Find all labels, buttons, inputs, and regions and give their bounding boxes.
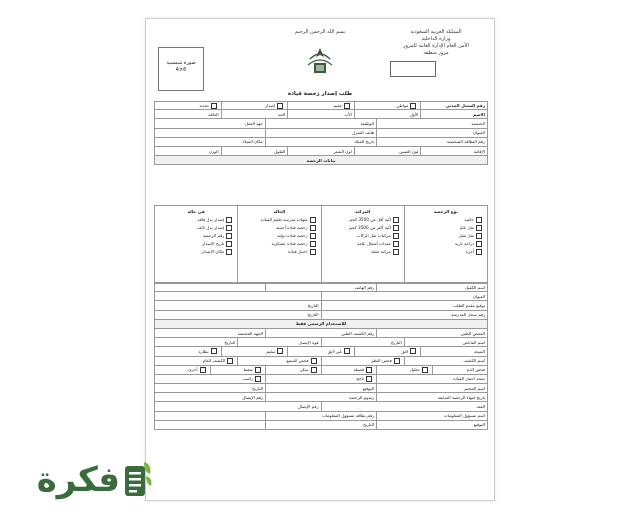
- form-field[interactable]: [265, 129, 376, 137]
- form-row: [154, 366, 488, 375]
- form-field[interactable]: [265, 119, 376, 127]
- field-label: اسم الكشف: [463, 358, 485, 364]
- checkbox-field[interactable]: [354, 347, 421, 355]
- checkbox[interactable]: [310, 217, 316, 223]
- form-field[interactable]: [321, 301, 488, 309]
- checkbox-field[interactable]: [287, 102, 354, 109]
- checkbox[interactable]: [393, 241, 399, 247]
- form-field[interactable]: [376, 284, 487, 291]
- checkbox[interactable]: [255, 367, 261, 373]
- fikra-logo: [0, 452, 160, 512]
- checkbox[interactable]: [476, 241, 482, 247]
- field-label: أخرى: [188, 367, 198, 373]
- license-option[interactable]: [325, 224, 401, 232]
- checkbox[interactable]: [366, 376, 372, 382]
- checkbox[interactable]: [200, 367, 206, 373]
- option-label: إصدار بدل تالف: [197, 225, 225, 230]
- field-label: الفئة: [476, 404, 485, 410]
- form-field[interactable]: [155, 421, 265, 429]
- license-option[interactable]: [241, 240, 317, 248]
- field-label: مقيم: [333, 103, 342, 109]
- checkbox-field[interactable]: [155, 102, 221, 109]
- form-field[interactable]: [287, 147, 354, 155]
- form-field[interactable]: [265, 393, 376, 401]
- form-field[interactable]: [265, 329, 376, 337]
- photo-box-line: صورة شمسية: [166, 60, 196, 66]
- field-label: سكر: [300, 367, 309, 373]
- form-field[interactable]: [155, 129, 265, 137]
- form-field[interactable]: [155, 301, 321, 309]
- form-field[interactable]: [265, 421, 376, 429]
- form-title: طلب إصدار رخصة قيادة: [287, 91, 353, 97]
- form-row: [154, 357, 488, 366]
- form-row: [154, 156, 488, 165]
- license-option[interactable]: [325, 232, 401, 240]
- form-row: [154, 393, 488, 402]
- checkbox[interactable]: [394, 358, 400, 364]
- field-label: الفحص الطبي: [460, 330, 485, 336]
- form-row: [154, 119, 488, 128]
- checkbox-field[interactable]: [265, 366, 321, 374]
- form-row: [154, 301, 488, 310]
- option-label: خاصة: [464, 217, 474, 222]
- form-row: [154, 375, 488, 384]
- license-option[interactable]: [241, 224, 317, 232]
- form-field[interactable]: [287, 110, 354, 118]
- form-field[interactable]: [376, 129, 487, 137]
- field-label: التاريخ: [307, 302, 319, 308]
- form-field[interactable]: [354, 147, 421, 155]
- field-label: الجهة المختصة: [237, 330, 263, 336]
- option-label: رقم الرخصة: [202, 233, 225, 238]
- license-option[interactable]: [408, 216, 484, 224]
- license-types: [154, 205, 488, 283]
- option-label: رخصة قيادة عسكرية: [271, 241, 308, 246]
- form-field[interactable]: [265, 384, 376, 392]
- header-right-line: الأمن العام الإدارة العامة للمرور: [403, 43, 469, 49]
- checkbox[interactable]: [344, 348, 350, 354]
- form-field[interactable]: [237, 338, 320, 346]
- checkbox[interactable]: [476, 249, 482, 255]
- form-field[interactable]: [376, 393, 487, 401]
- field-label: التاريخ: [363, 422, 374, 428]
- field-label: قوة الإبصار: [299, 339, 319, 345]
- photo-box: [158, 47, 204, 91]
- form-row: [154, 347, 488, 356]
- header-right-line: المملكة العربية السعودية: [410, 29, 462, 35]
- checkbox[interactable]: [393, 233, 399, 239]
- form-field[interactable]: [420, 110, 487, 118]
- field-label: نتيجة اختبار القيادة: [452, 376, 485, 382]
- form-row: [154, 421, 488, 430]
- field-label: بيانات الرخصة: [306, 157, 336, 163]
- license-option[interactable]: [408, 248, 484, 256]
- form-field[interactable]: [155, 384, 265, 392]
- field-label: تاريخ الميلاد: [353, 139, 374, 145]
- checkbox[interactable]: [344, 103, 350, 109]
- checkbox-field[interactable]: [155, 357, 237, 365]
- column-heading: في حالة: [187, 209, 205, 214]
- field-label: نظارة: [198, 348, 209, 354]
- checkbox[interactable]: [226, 217, 232, 223]
- column-heading: الحالة: [273, 209, 286, 214]
- checkbox[interactable]: [226, 241, 232, 247]
- form-row: [154, 412, 488, 421]
- form-field[interactable]: [155, 119, 265, 127]
- license-option[interactable]: [408, 224, 484, 232]
- field-label: اسم الفاحص: [462, 339, 485, 345]
- license-type-column: [155, 206, 237, 282]
- field-label: تحليل: [409, 367, 420, 373]
- column-heading: نوع الرخصة: [433, 209, 458, 214]
- checkbox-field[interactable]: [287, 347, 354, 355]
- form-field[interactable]: [420, 347, 487, 355]
- form-field[interactable]: [404, 338, 487, 346]
- form-field[interactable]: [354, 110, 421, 118]
- field-label: توقيع مقدم الطلب: [452, 302, 485, 308]
- license-option[interactable]: [158, 224, 234, 232]
- option-label: نقل عام: [459, 225, 474, 230]
- checkbox[interactable]: [310, 225, 316, 231]
- checkbox-field[interactable]: [155, 375, 265, 383]
- checkbox[interactable]: [410, 348, 416, 354]
- checkbox[interactable]: [277, 103, 283, 109]
- form-row: [154, 129, 488, 138]
- field-label: التاريخ: [390, 339, 402, 345]
- checkbox[interactable]: [226, 225, 232, 231]
- form-field[interactable]: [155, 393, 265, 401]
- form-row: [154, 338, 488, 347]
- field-label: رقم البطاقة الشخصية: [446, 139, 485, 145]
- form-field[interactable]: [265, 284, 376, 291]
- header-right-line: وزارة الداخلية: [421, 36, 451, 42]
- checkbox[interactable]: [393, 217, 399, 223]
- form-row: [154, 320, 488, 329]
- checkbox-field[interactable]: [210, 366, 266, 374]
- form-row: [154, 292, 488, 301]
- field-label: تجديد: [199, 103, 209, 109]
- form-field[interactable]: [221, 110, 288, 118]
- option-label: نقل ثقيل: [458, 233, 474, 238]
- option-label: اختبار قيادة: [287, 249, 308, 254]
- form-field[interactable]: [155, 138, 265, 146]
- checkbox[interactable]: [393, 225, 399, 231]
- form-field[interactable]: [155, 284, 265, 291]
- field-label: جهة العمل: [244, 120, 263, 126]
- field-label: تاريخ انتهاء الرخصة السابقة: [437, 394, 485, 400]
- form-row: [154, 138, 488, 147]
- form-field[interactable]: [155, 311, 321, 319]
- license-option[interactable]: [158, 232, 234, 240]
- checkbox-field[interactable]: [354, 102, 421, 109]
- form-field[interactable]: [155, 292, 321, 300]
- column-heading: المركبة: [355, 209, 371, 214]
- field-label: العنوان: [472, 293, 485, 299]
- field-label: التوقيع: [362, 385, 374, 391]
- form-row: [154, 329, 488, 338]
- form-row: [154, 147, 488, 156]
- field-label: رقم الإيصال: [297, 404, 319, 410]
- license-option[interactable]: [241, 216, 317, 224]
- reference-box: [390, 61, 436, 77]
- option-label: أجرة: [465, 249, 474, 254]
- photo-box-line: 4×6: [175, 67, 187, 73]
- field-label: الوظيفة: [360, 120, 374, 126]
- option-label: شهادة مدرسة تعليم القيادة: [260, 217, 308, 222]
- license-option[interactable]: [241, 248, 317, 256]
- license-option[interactable]: [325, 240, 401, 248]
- field-label: فحص الدم: [466, 367, 485, 373]
- field-label: لون العينين: [399, 148, 419, 154]
- field-label: رقم الكشف الطبي: [341, 330, 374, 336]
- option-label: مكان الإصدار: [201, 249, 225, 254]
- form-sheet: [145, 18, 495, 501]
- license-option[interactable]: [158, 248, 234, 256]
- form-row: [154, 110, 488, 119]
- form-field[interactable]: [420, 102, 487, 109]
- field-label: الجد: [277, 111, 286, 117]
- checkbox[interactable]: [277, 348, 283, 354]
- form-field[interactable]: [376, 329, 487, 337]
- field-label: الأول: [409, 111, 419, 117]
- checkbox[interactable]: [476, 217, 482, 223]
- option-label: إصدار بدل فاقد: [197, 217, 225, 222]
- checkbox[interactable]: [366, 367, 372, 373]
- checkbox[interactable]: [211, 103, 217, 109]
- checkbox[interactable]: [422, 367, 428, 373]
- form-field[interactable]: [321, 311, 488, 319]
- form-field[interactable]: [265, 138, 376, 146]
- field-label: رقم الإيصال: [242, 394, 263, 400]
- field-label: الوزن: [208, 148, 219, 154]
- field-label: سليم: [266, 348, 276, 354]
- checkbox[interactable]: [476, 233, 482, 239]
- logo-text: فكرة: [36, 460, 120, 500]
- field-label: العائلة: [208, 111, 219, 117]
- field-label: إصدار: [265, 103, 276, 109]
- form-field[interactable]: [155, 156, 487, 164]
- license-option[interactable]: [325, 216, 401, 224]
- checkbox-field[interactable]: [376, 366, 432, 374]
- form-field[interactable]: [376, 421, 487, 429]
- form-row: [154, 283, 488, 292]
- form-field[interactable]: [155, 147, 221, 155]
- option-label: مركبة ثقيلة: [371, 249, 391, 254]
- form-field[interactable]: [376, 384, 487, 392]
- field-label: الطول: [274, 148, 286, 154]
- checkbox[interactable]: [310, 241, 316, 247]
- header-right: [388, 29, 484, 57]
- option-label: مركبات نقل الركاب: [356, 233, 391, 238]
- field-label: الجنسية: [471, 120, 485, 126]
- field-label: رقم بطاقة مسؤول المعلومات: [321, 413, 374, 419]
- license-type-column: [404, 206, 487, 282]
- form-field[interactable]: [420, 147, 487, 155]
- checkbox[interactable]: [226, 233, 232, 239]
- header-center: [260, 29, 380, 36]
- field-label: التوقيع: [473, 422, 485, 428]
- form-field[interactable]: [404, 357, 487, 365]
- form-field[interactable]: [155, 338, 237, 346]
- checkbox-field[interactable]: [155, 347, 221, 355]
- checkbox[interactable]: [311, 367, 317, 373]
- option-label: آلية أقل من 3500 كجم: [349, 217, 391, 222]
- field-label: الإقامة: [473, 148, 485, 154]
- license-type-column: [237, 206, 320, 282]
- field-label: فحص النظر: [371, 358, 392, 364]
- field-label: الأب: [344, 111, 352, 117]
- field-label: اسم الكفيل: [464, 285, 485, 291]
- checkbox[interactable]: [255, 376, 261, 382]
- field-label: هاتف المنزل: [352, 130, 374, 136]
- field-label: العنوان: [472, 130, 485, 136]
- field-label: اسم مسؤول المعلومات: [443, 413, 485, 419]
- form-grid-top: [154, 101, 488, 165]
- checkbox[interactable]: [310, 249, 316, 255]
- form-field[interactable]: [321, 292, 488, 300]
- header-right-line: مرور منطقة: [423, 50, 449, 56]
- checkbox[interactable]: [393, 249, 399, 255]
- field-label: الاسم: [473, 111, 485, 117]
- form-grid-bottom: [154, 283, 488, 430]
- form-row: [154, 402, 488, 411]
- field-label: لائق: [401, 348, 409, 354]
- checkbox[interactable]: [410, 103, 416, 109]
- form-field[interactable]: [155, 412, 265, 420]
- field-label: رسوم الرخصة: [349, 394, 374, 400]
- form-field[interactable]: [155, 320, 487, 328]
- header-center-line: بسم الله الرحمن الرحيم: [294, 29, 346, 35]
- field-label: مواطن: [396, 103, 409, 109]
- field-label: التاريخ: [307, 312, 319, 318]
- checkbox-field[interactable]: [221, 102, 288, 109]
- checkbox-field[interactable]: [321, 357, 404, 365]
- field-label: راسب: [242, 376, 253, 382]
- field-label: الكشف العام: [202, 358, 226, 364]
- field-label: للاستخدام الرسمي فقط: [295, 321, 347, 327]
- checkbox-field[interactable]: [321, 366, 377, 374]
- option-label: دراجة نارية: [454, 241, 474, 246]
- license-option[interactable]: [408, 240, 484, 248]
- field-label: رقم السجل المدني: [445, 103, 485, 109]
- field-label: لون الشعر: [333, 148, 352, 154]
- form-row: [154, 384, 488, 393]
- field-label: النتيجة: [473, 348, 485, 354]
- checkbox[interactable]: [227, 358, 233, 364]
- field-label: ناجح: [356, 376, 364, 382]
- field-label: رقم سجل المدرسة: [451, 312, 485, 318]
- license-type-column: [321, 206, 404, 282]
- field-label: فصيلة: [353, 367, 364, 373]
- form-field[interactable]: [321, 402, 488, 410]
- license-option[interactable]: [158, 216, 234, 224]
- checkbox[interactable]: [310, 233, 316, 239]
- license-option[interactable]: [241, 232, 317, 240]
- form-field[interactable]: [155, 329, 265, 337]
- form-field[interactable]: [376, 375, 487, 383]
- option-label: رخصة قيادة دولية: [277, 233, 308, 238]
- document-leaf-icon: [122, 458, 154, 500]
- license-option[interactable]: [325, 248, 401, 256]
- form-field[interactable]: [155, 402, 321, 410]
- option-label: آلية أكثر من 3500 كجم: [349, 225, 391, 230]
- form-field[interactable]: [321, 338, 404, 346]
- checkbox-field[interactable]: [221, 347, 288, 355]
- form-field[interactable]: [155, 110, 221, 118]
- checkbox[interactable]: [476, 225, 482, 231]
- form-field[interactable]: [265, 412, 376, 420]
- option-label: رخصة قيادة أجنبية: [275, 225, 308, 230]
- form-row: [154, 311, 488, 320]
- field-label: فحص السمع: [286, 358, 309, 364]
- checkbox[interactable]: [311, 358, 317, 364]
- field-label: اسم المختبر: [463, 385, 485, 391]
- form-field[interactable]: [221, 147, 288, 155]
- license-option[interactable]: [408, 232, 484, 240]
- checkbox-field[interactable]: [155, 366, 210, 374]
- form-field[interactable]: [432, 366, 488, 374]
- field-label: غير لائق: [327, 348, 342, 354]
- license-option[interactable]: [158, 240, 234, 248]
- field-label: التاريخ: [224, 339, 236, 345]
- field-label: التاريخ: [252, 385, 263, 391]
- option-label: تاريخ الإصدار: [202, 241, 225, 246]
- checkbox[interactable]: [226, 249, 232, 255]
- form-row: [154, 101, 488, 110]
- form-field[interactable]: [376, 412, 487, 420]
- checkbox[interactable]: [211, 348, 217, 354]
- option-label: معدات أشغال عامة: [357, 241, 391, 246]
- form-field[interactable]: [376, 119, 487, 127]
- form-field[interactable]: [376, 138, 487, 146]
- field-label: ضغط: [243, 367, 253, 373]
- checkbox-field[interactable]: [265, 375, 376, 383]
- field-label: رقم الهاتف: [354, 285, 374, 291]
- emblem-icon: [302, 45, 338, 79]
- checkbox-field[interactable]: [237, 357, 320, 365]
- field-label: مكان الميلاد: [242, 139, 263, 145]
